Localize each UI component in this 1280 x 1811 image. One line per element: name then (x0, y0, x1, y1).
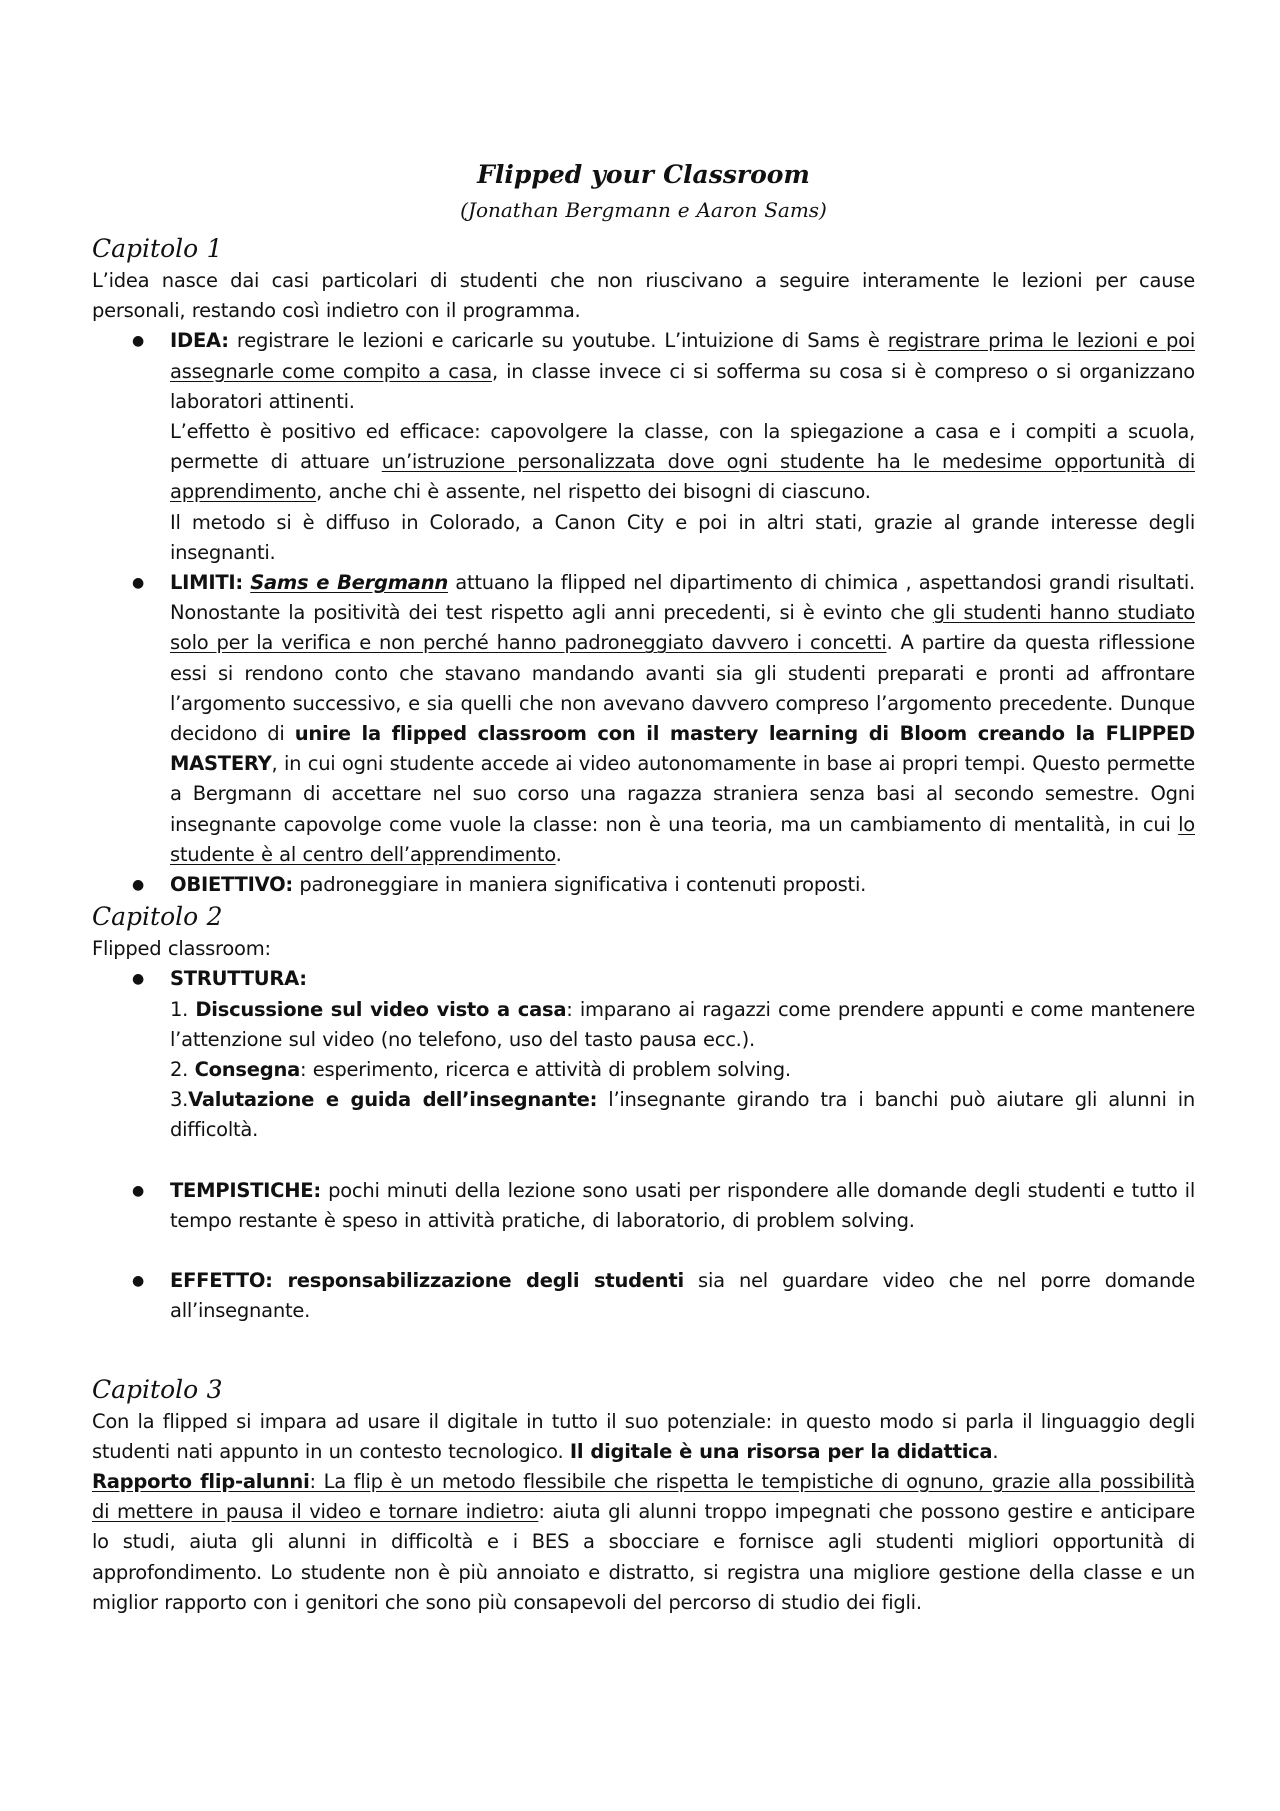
tempistiche-paragraph (170, 1176, 1195, 1236)
chapter-3-heading: Capitolo 3 (92, 1374, 223, 1404)
limiti-bold: unire la flipped classroom con il mastery learning di Bloom creando la FLIPPED MASTERY (170, 722, 1195, 776)
list-item-limiti (92, 568, 1195, 870)
limiti-text-3: , in cui ogni studente accede ai video autonomamente in base ai propri tempi. Questo permette a Bergmann di accettare nel suo corso una ragazza straniera senza basi al secondo semestre. Ogni insegnante capovolge come vuole la classe: non è una teoria, ma un cambiamento di mentalità, in cui (170, 752, 1195, 836)
bullet-icon: ● (132, 575, 144, 592)
list-item-idea (92, 326, 1195, 568)
step-text: : imparano ai ragazzi come prendere appunti e come mantenere l’attenzione sul video (no telefono, uso del tasto pausa ecc.). (170, 997, 1195, 1051)
idea-p2-text-2: , anche chi è assente, nel rispetto dei bisogni di ciascuno. (316, 480, 871, 504)
list-item-tempistiche (92, 1176, 1195, 1236)
step-title: Discussione sul video visto a casa (195, 997, 567, 1021)
spacer (92, 1327, 1195, 1357)
effetto-text: sia nel guardare video che nel porre domande all’insegnante. (170, 1269, 1195, 1323)
idea-p2-underlined: un’istruzione personalizzata dove ogni studente ha le medesime opportunità di apprendimento (170, 450, 1195, 504)
idea-text-2: , in classe invece ci si sofferma su cosa si è compreso o si organizzano laboratori attinenti. (170, 359, 1195, 413)
chapter-2-heading: Capitolo 2 (92, 902, 223, 932)
limiti-underlined-2: lo studente è al centro dell’apprendimento (170, 812, 1195, 866)
bullet-icon: ● (132, 333, 144, 350)
idea-paragraph-2 (170, 417, 1195, 508)
limiti-paragraph (170, 568, 1195, 870)
chapter-1-heading: Capitolo 1 (92, 234, 223, 263)
ch3-label: Rapporto flip-alunni (92, 1469, 310, 1493)
document-title: Flipped your Classroom (477, 160, 810, 189)
bullet-icon: ● (132, 1182, 144, 1199)
limiti-authors: Sams e Bergmann (250, 571, 448, 595)
effetto-label: EFFETTO: (170, 1269, 273, 1293)
limiti-underlined: gli studenti hanno studiato solo per la verifica e non perché hanno padroneggiato davvero i concetti (170, 601, 1195, 655)
step-text: l’insegnante girando tra i banchi può aiutare gli alunni in difficoltà. (170, 1088, 1196, 1142)
list-item-effetto (92, 1266, 1195, 1326)
ch3-text-2: . (992, 1439, 999, 1463)
struttura-label: STRUTTURA: (170, 967, 307, 991)
spacer (92, 1236, 1195, 1266)
document-subtitle: (Jonathan Bergmann e Aaron Sams) (460, 198, 827, 222)
list-item-struttura (92, 964, 1195, 1145)
chapter-1-intro: L’idea nasce dai casi particolari di studenti che non riuscivano a seguire interamente le lezioni per cause personali, restando così indietro con il programma. (92, 269, 1195, 323)
spacer (92, 1146, 1195, 1176)
limiti-text-2: . A partire da questa riflessione essi si rendono conto che stavano mandando avanti sia gli studenti preparati e pronti ad affrontare l’argomento successivo, e sia quelli che non avevano davvero compreso l’argomento precedente. Dunque decidono di (170, 631, 1196, 746)
step-title: Consegna (194, 1058, 300, 1082)
ch3-underlined: : La flip è un metodo flessibile che rispetta le tempistiche di ognuno, grazie alla possibilità di mettere in pausa il video e tornare indietro (92, 1469, 1195, 1524)
limiti-text-4: . (555, 842, 562, 866)
ch3-text-3: : aiuta gli alunni troppo impegnati che possono gestire e anticipare lo studi, aiuta gli alunni in difficoltà e i BES a sbocciare e fornisce agli studenti migliori opportunità di approfondimento. Lo studente non è più annoiato e distratto, si registra una migliore gestione della classe e un miglior rapporto con i genitori che sono più consapevoli del percorso di studio dei figli. (92, 1500, 1196, 1614)
obiettivo-label: OBIETTIVO: (170, 873, 293, 897)
list-item-obiettivo (92, 870, 1195, 900)
step-number: 1. (170, 997, 196, 1021)
spacer (92, 1357, 1195, 1373)
obiettivo-paragraph (170, 870, 1195, 900)
chapter-3-paragraph-2 (92, 1467, 1195, 1618)
tempistiche-text: pochi minuti della lezione sono usati per rispondere alle domande degli studenti e tutto il tempo restante è speso in attività pratiche, di laboratorio, di problem solving. (170, 1178, 1195, 1232)
struttura-step-3 (170, 1085, 1195, 1145)
idea-paragraph-1 (170, 326, 1195, 417)
step-text: : esperimento, ricerca e attività di problem solving. (299, 1058, 791, 1082)
bullet-icon: ● (132, 971, 144, 988)
bullet-icon: ● (132, 877, 144, 894)
chapter-2-intro: Flipped classroom: (92, 937, 271, 961)
idea-p2-text: L’effetto è positivo ed efficace: capovolgere la classe, con la spiegazione a casa e i compiti a scuola, permette di attuare (170, 420, 1195, 474)
struttura-step-2 (170, 1055, 1195, 1085)
tempistiche-label: TEMPISTICHE: (170, 1178, 321, 1202)
step-title: Valutazione e guida dell’insegnante: (188, 1088, 598, 1112)
obiettivo-text: padroneggiare in maniera significativa i contenuti proposti. (292, 873, 867, 897)
limiti-text: attuano la flipped nel dipartimento di chimica , aspettandosi grandi risultati. Nonostante la positività dei test rispetto agli anni precedenti, si è evinto che (170, 571, 1195, 625)
idea-underlined: registrare prima le lezioni e poi assegnarle come compito a casa (170, 329, 1195, 383)
idea-text: registrare le lezioni e caricarle su youtube. L’intuizione di Sams è (228, 329, 888, 353)
chapter-3-paragraph-1 (92, 1407, 1195, 1467)
idea-label: IDEA: (170, 329, 229, 353)
chapter-1-list (92, 326, 1195, 900)
struttura-step-1 (170, 995, 1195, 1055)
ch3-bold: Il digitale è una risorsa per la didattica (569, 1439, 993, 1463)
limiti-label: LIMITI: (170, 571, 243, 595)
chapter-2-list (92, 964, 1195, 1326)
step-number: 2. (170, 1058, 195, 1082)
bullet-icon: ● (132, 1273, 144, 1290)
step-number: 3. (170, 1088, 189, 1112)
effetto-bold: responsabilizzazione degli studenti (272, 1269, 684, 1293)
ch3-text: Con la flipped si impara ad usare il digitale in tutto il suo potenziale: in questo modo si parla il linguaggio degli studenti nati appunto in un contesto tecnologico. (92, 1409, 1195, 1463)
document-page (92, 150, 1195, 1618)
idea-paragraph-3: Il metodo si è diffuso in Colorado, a Canon City e poi in altri stati, grazie al grande interesse degli insegnanti. (170, 510, 1195, 564)
effetto-paragraph (170, 1266, 1195, 1326)
